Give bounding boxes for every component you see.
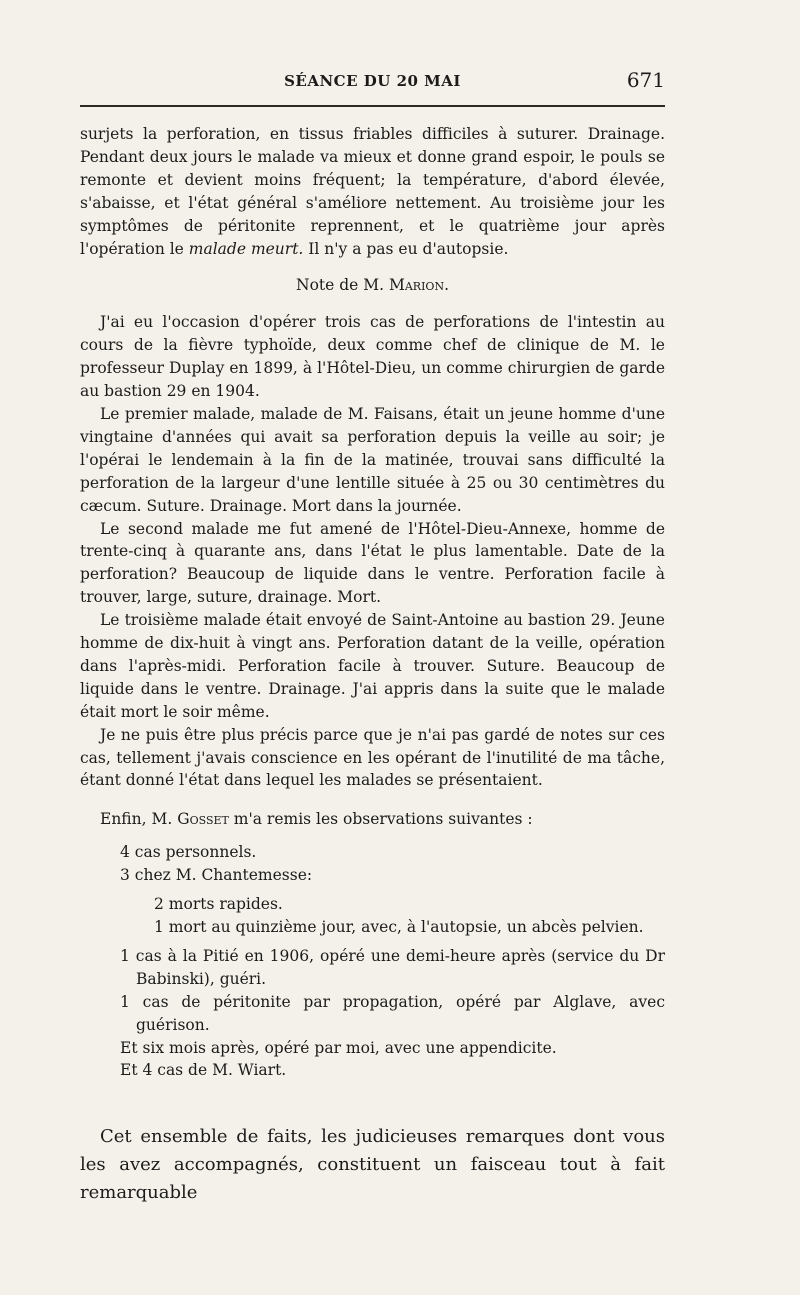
header-rule bbox=[80, 105, 665, 107]
note-title bbox=[80, 274, 665, 297]
list-item: Et six mois après, opéré par moi, avec une appendicite. bbox=[120, 1038, 557, 1057]
p7-tail: m'a remis les observations suivantes : bbox=[228, 810, 533, 829]
note-author: Marion. bbox=[388, 276, 449, 295]
spacer bbox=[80, 792, 665, 808]
sublist-item: 1 mort au quinzième jour, avec, à l'autopsie, un abcès pelvien. bbox=[154, 918, 644, 936]
conclusion-paragraph: Cet ensemble de faits, les judicieuses remarques dont vous les avez accompagnés, constituent un faisceau tout à fait remarquable bbox=[80, 1126, 665, 1203]
paragraph-2: J'ai eu l'occasion d'opérer trois cas de perforations de l'intestin au cours de la fièvre typhoïde, deux comme chef de clinique de M. le professeur Duplay en 1899, à l'Hôtel-Dieu, un comme chirurgien de garde au bastion 29 en 1904. bbox=[80, 313, 665, 401]
note-prefix: Note de M. bbox=[296, 276, 389, 295]
paragraph-7 bbox=[80, 808, 665, 831]
paragraph-3: Le premier malade, malade de M. Faisans, était un jeune homme d'une vingtaine d'années qui avait sa perforation depuis la veille au soir; je l'opérai le lendemain à la fin de la matinée, trouvai sans difficulté la perforation de la largeur d'une lentille située à 25 ou 30 centimètres du cæcum. Suture. Drainage. Mort dans la journée. bbox=[80, 404, 665, 515]
paragraph-5: Le troisième malade était envoyé de Saint-Antoine au bastion 29. Jeune homme de dix-huit à vingt ans. Perforation datant de la veille, opération dans l'après-midi. Perforation facile à trouver. Suture. Beaucoup de liquide dans le ventre. Drainage. J'ai appris dans la suite que le malade était mort le soir même. bbox=[80, 611, 665, 721]
list-item: Et 4 cas de M. Wiart. bbox=[120, 1061, 287, 1080]
list-item: 1 cas à la Pitié en 1906, opéré une demi-heure après (service du Dr Babinski), guéri. bbox=[120, 946, 665, 988]
page-number: 671 bbox=[626, 68, 665, 92]
p1-tail: Il n'y a pas eu d'autopsie. bbox=[303, 239, 509, 258]
running-title: SÉANCE DU 20 MAI bbox=[284, 72, 461, 90]
list-item: 4 cas personnels. bbox=[120, 843, 257, 862]
p7-author: Gosset bbox=[177, 810, 229, 829]
sublist-item: 2 morts rapides. bbox=[154, 895, 283, 914]
paragraph-continued bbox=[80, 123, 665, 260]
conclusion-text bbox=[80, 1123, 665, 1207]
paragraph-4: Le second malade me fut amené de l'Hôtel-Dieu-Annexe, homme de trente-cinq à quarante ans, dans l'état le plus lamentable. Date de la perforation? Beaucoup de liquide dans le ventre. Perforation facile à trouver, large, suture, drainage. Mort. bbox=[80, 519, 665, 607]
body-text bbox=[80, 123, 665, 1082]
paragraph-6: Je ne puis être plus précis parce que je n'ai pas gardé de notes sur ces cas, tellement j'avais conscience en les opérant de l'inutilité de ma tâche, étant donné l'état dans lequel les malades se présentaient. bbox=[80, 725, 665, 790]
spacer bbox=[80, 831, 665, 841]
p1-text: surjets la perforation, en tissus friables difficiles à suturer. Drainage. Pendant deux jours le malade va mieux et donne grand espoir, le pouls se remonte et devient moins fréquent; la température, d'abord élevée, s'abaisse, et l'état général s'améliore nettement. Au troisième jour les symptômes de péritonite reprennent, et le quatrième jour après l'opération le bbox=[80, 125, 665, 258]
page-header bbox=[80, 68, 665, 100]
p7-prefix: Enfin, M. bbox=[100, 810, 178, 829]
p1-emphasis: malade meurt. bbox=[188, 239, 304, 258]
list-item: 3 chez M. Chantemesse: bbox=[120, 866, 313, 885]
list-item: 1 cas de péritonite par propagation, opéré par Alglave, avec guérison. bbox=[120, 992, 665, 1034]
